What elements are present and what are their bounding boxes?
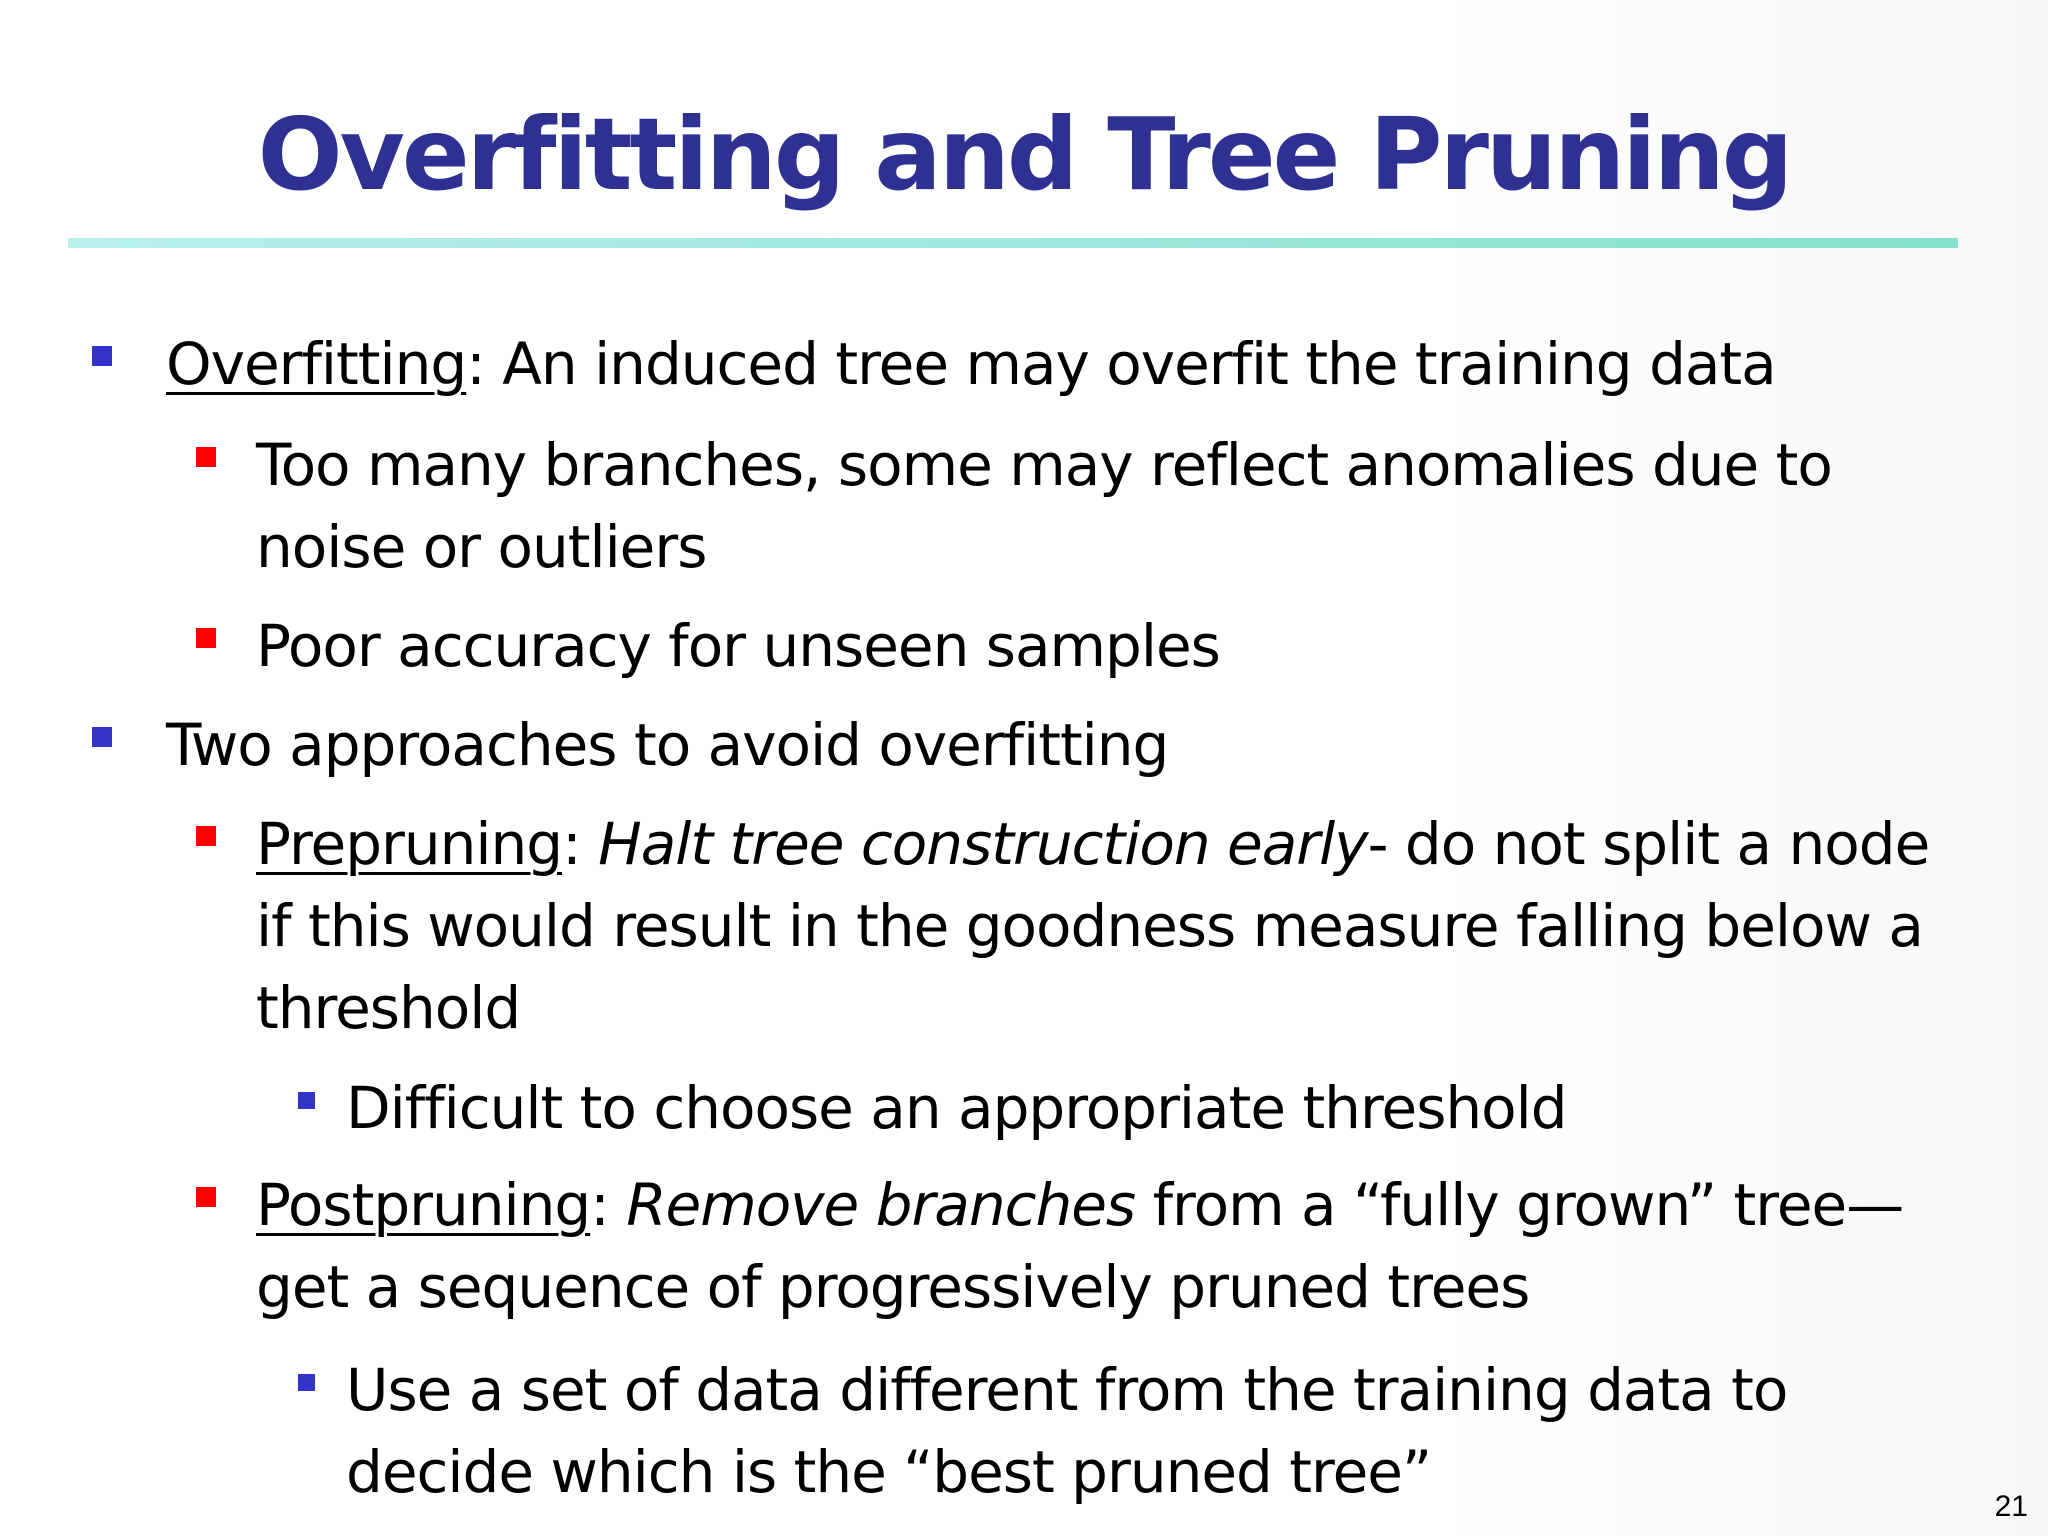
text-line: Use a set of data different from the training data to [346, 1356, 1788, 1424]
bullet-two-approaches: Two approaches to avoid overfitting [166, 711, 1169, 779]
term-postpruning: Postpruning [256, 1171, 591, 1239]
bullet-validation-set [346, 1349, 1787, 1513]
text-line: get a sequence of progressively pruned trees [256, 1253, 1530, 1321]
bullet-too-many-branches [256, 424, 1832, 588]
text-line: if this would result in the goodness measure falling below a [256, 892, 1923, 960]
square-bullet-icon [92, 346, 112, 366]
square-bullet-icon [298, 1092, 315, 1109]
square-bullet-icon [196, 826, 216, 846]
bullet-difficult-threshold: Difficult to choose an appropriate threshold [346, 1074, 1567, 1142]
square-bullet-icon [196, 1187, 216, 1207]
bullet-overfitting [166, 323, 1776, 405]
text-line: noise or outliers [256, 513, 707, 581]
text-line: decide which is the “best pruned tree” [346, 1438, 1432, 1506]
bullet-postpruning [256, 1164, 1903, 1328]
text-line [256, 1164, 1903, 1246]
slide-title: Overfitting and Tree Pruning [257, 96, 1791, 213]
prepruning-rest: - do not split a node [1367, 810, 1930, 878]
postpruning-rest: from a “fully grown” tree— [1135, 1171, 1904, 1239]
text-line: Too many branches, some may reflect anomalies due to [256, 431, 1832, 499]
term-separator: : [562, 810, 599, 878]
square-bullet-icon [92, 727, 112, 747]
term-overfitting: Overfitting [166, 330, 467, 398]
square-bullet-icon [196, 628, 216, 648]
square-bullet-icon [196, 447, 216, 467]
prepruning-emphasis: Halt tree construction early [598, 810, 1368, 878]
bullet-prepruning [256, 803, 1929, 1049]
square-bullet-icon [298, 1374, 315, 1391]
term-separator: : [590, 1171, 627, 1239]
title-divider [68, 238, 1958, 248]
bullet-poor-accuracy: Poor accuracy for unseen samples [256, 612, 1220, 680]
overfitting-definition: : An induced tree may overfit the training data [466, 330, 1776, 398]
term-prepruning: Prepruning [256, 810, 563, 878]
text-line [256, 803, 1929, 885]
postpruning-emphasis: Remove branches [626, 1171, 1136, 1239]
text-line: threshold [256, 974, 521, 1042]
page-number: 21 [1994, 1490, 2028, 1523]
